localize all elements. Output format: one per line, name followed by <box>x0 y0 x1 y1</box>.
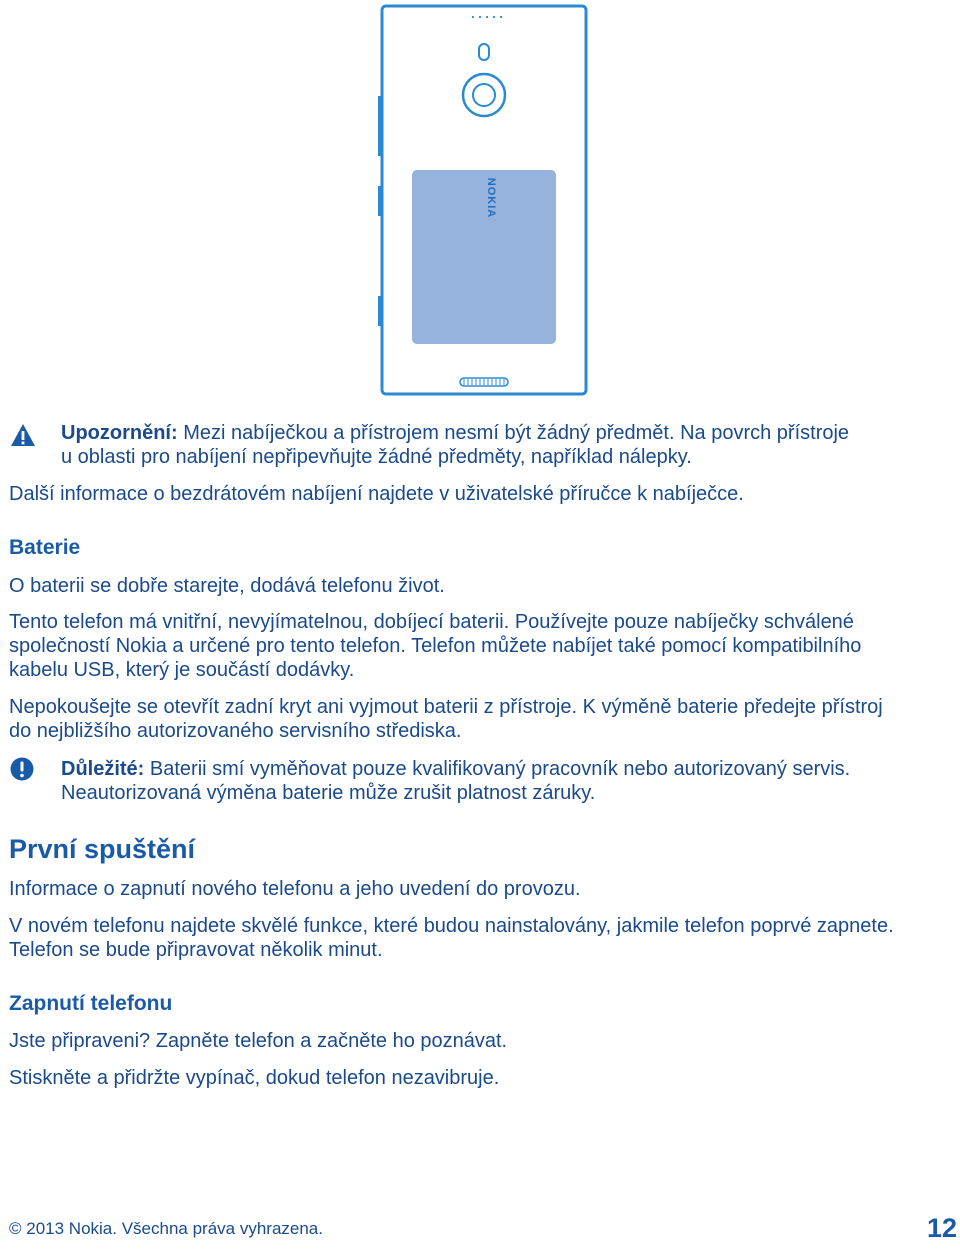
first-start-paragraph-1: Informace o zapnutí nového telefonu a jeho uvedení do provozu. <box>9 878 581 900</box>
page-number: 12 <box>926 1213 957 1243</box>
more-info-text: Další informace o bezdrátovém nabíjení najdete v uživatelské příručce k nabíječce. <box>9 483 744 505</box>
power-on-heading: Zapnutí telefonu <box>9 992 173 1015</box>
important-label: Důležité: <box>61 758 145 780</box>
battery-paragraph-3-line-1: Nepokoušejte se otevřít zadní kryt ani vyjmout baterii z přístroje. K výměně baterie předejte přístroj <box>9 696 883 718</box>
warning-label: Upozornění: <box>61 422 178 444</box>
warning-line-2: u oblasti pro nabíjení nepřipevňujte žádné předměty, například nálepky. <box>61 446 692 468</box>
power-on-paragraph-1: Jste připraveni? Zapněte telefon a začněte ho poznávat. <box>9 1030 508 1052</box>
important-line-1 <box>61 757 850 781</box>
warning-line-1 <box>61 421 849 445</box>
battery-paragraph-2-line-2: společností Nokia a určené pro tento telefon. Telefon můžete nabíjet také pomocí kompatibilního <box>9 635 862 657</box>
battery-heading: Baterie <box>9 536 81 559</box>
battery-paragraph-2-line-3: kabelu USB, který je součástí dodávky. <box>9 659 355 681</box>
exclamation-icon <box>10 757 34 781</box>
phone-back-illustration <box>370 0 600 400</box>
important-text: Baterii smí vyměňovat pouze kvalifikovaný pracovník nebo autorizovaný servis. <box>144 758 851 780</box>
important-line-2: Neautorizovaná výměna baterie může zrušit platnost záruky. <box>61 782 596 804</box>
power-on-paragraph-2: Stiskněte a přidržte vypínač, dokud telefon nezavibruje. <box>9 1067 500 1089</box>
battery-paragraph-3-line-2: do nejbližšího autorizovaného servisního střediska. <box>9 720 462 742</box>
warning-triangle-icon <box>10 423 36 447</box>
first-start-paragraph-2-line-1: V novém telefonu najdete skvělé funkce, které budou nainstalovány, jakmile telefon poprvé zapnete. <box>9 915 894 937</box>
first-start-heading: První spuštění <box>9 834 196 864</box>
warning-text: Mezi nabíječkou a přístrojem nesmí být žádný předmět. Na povrch přístroje <box>177 422 850 444</box>
battery-paragraph-2-line-1: Tento telefon má vnitřní, nevyjímatelnou, dobíjecí baterii. Používejte pouze nabíječky schválené <box>9 611 854 633</box>
nokia-logo: NOKIA <box>485 177 497 219</box>
footer-copyright: © 2013 Nokia. Všechna práva vyhrazena. <box>9 1219 323 1238</box>
battery-paragraph-1: O baterii se dobře starejte, dodává telefonu život. <box>9 575 445 597</box>
first-start-paragraph-2-line-2: Telefon se bude připravovat několik minut. <box>9 939 383 961</box>
